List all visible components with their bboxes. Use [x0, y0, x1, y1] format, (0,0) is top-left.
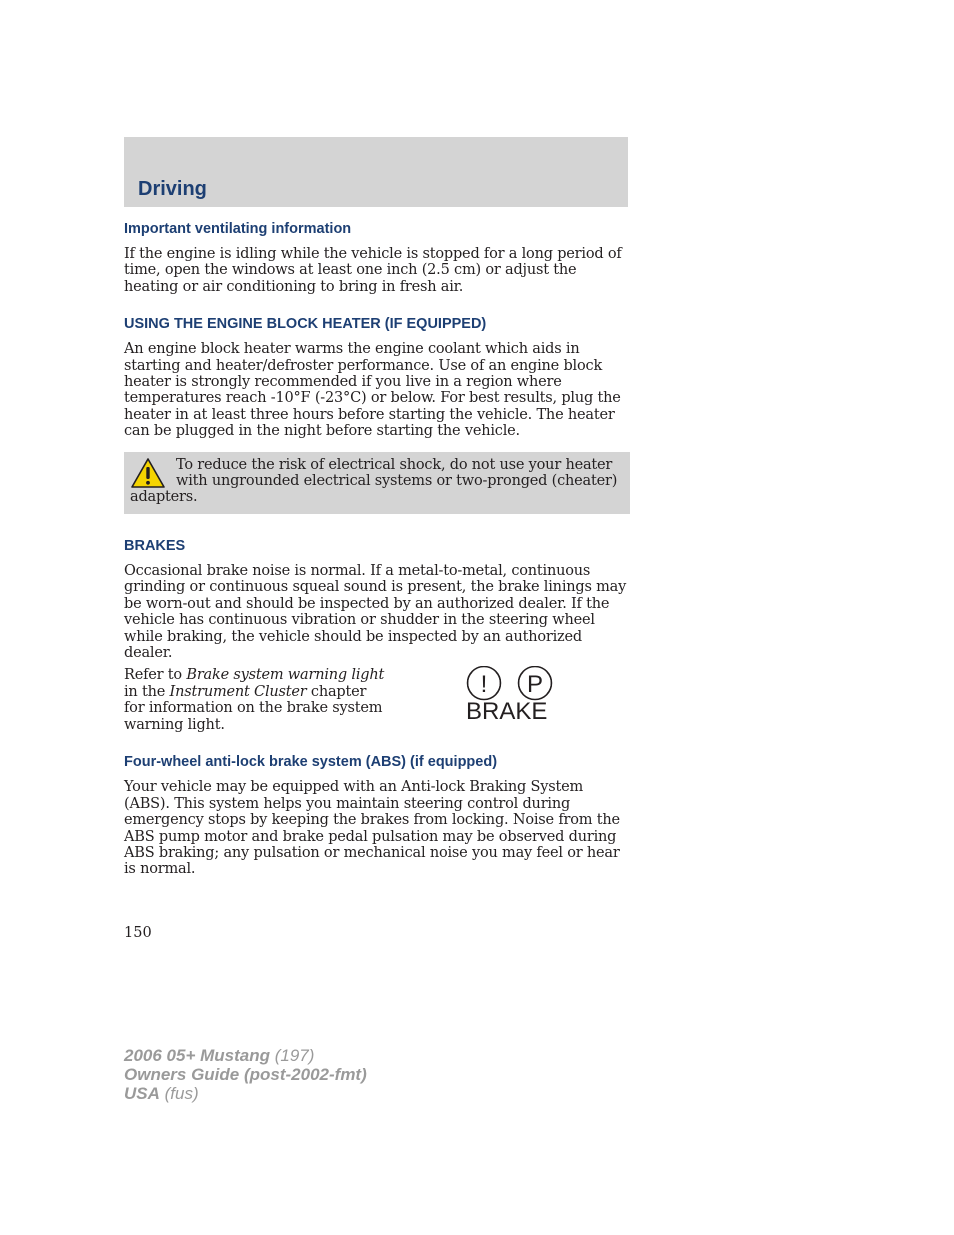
refer-middle: in the [124, 683, 170, 700]
brake-circles-icon [464, 666, 556, 702]
brake-warning-icon [464, 666, 556, 728]
refer-suffix: chapter for information on the brake system warning light. [124, 683, 383, 733]
brake-reference-row [124, 667, 630, 733]
brake-reference-text [124, 667, 386, 733]
footer-model: 2006 05+ Mustang [124, 1046, 270, 1065]
footer-line-2 [124, 1065, 367, 1084]
warning-text: To reduce the risk of electrical shock, do not use your heater with ungrounded electrical systems or two-pronged (cheater) adapters. [130, 456, 618, 506]
brakes-heading: BRAKES [124, 537, 186, 554]
section-title: Driving [138, 178, 207, 200]
brakes-body: Occasional brake noise is normal. If a metal-to-metal, continuous grinding or continuous squeal sound is present, the brake linings may be worn-out and should be inspected by an authorized dealer. If the vehicle has continuous vibration or shudder in the steering wheel while braking, the vehicle should be inspected by an authorized dealer. [124, 562, 627, 661]
document-footer [124, 1046, 367, 1103]
abs-heading: Four-wheel anti-lock brake system (ABS) (if equipped) [124, 754, 498, 771]
brake-label: BRAKE [466, 698, 548, 726]
footer-model-code: (197) [270, 1046, 315, 1065]
refer-link-warning-light: Brake system warning light [186, 667, 385, 684]
abs-section [124, 752, 630, 877]
refer-chapter-name: Instrument Cluster [169, 683, 307, 700]
abs-body: Your vehicle may be equipped with an Anti-lock Braking System (ABS). This system helps you maintain steering control during emergency stops by keeping the brakes from locking. Noise from the ABS pump motor and brake pedal pulsation may be observed during ABS braking; any pulsation or mechanical noise you may feel or hear is normal. [124, 779, 620, 878]
page-content [124, 219, 630, 878]
brake-p-glyph: P [526, 671, 544, 699]
footer-market: USA [124, 1084, 160, 1103]
warning-box [124, 452, 630, 514]
footer-market-code: (fus) [159, 1084, 199, 1103]
brakes-section [124, 536, 630, 733]
ventilating-heading: Important ventilating information [124, 221, 352, 237]
ventilating-section [124, 219, 630, 295]
page-number: 150 [124, 925, 152, 941]
section-header-band [124, 137, 628, 207]
brake-exclamation-glyph: ! [480, 671, 488, 699]
warning-triangle-icon [130, 457, 166, 489]
footer-line-1 [124, 1046, 367, 1065]
refer-prefix: Refer to [124, 667, 187, 684]
block-heater-heading: USING THE ENGINE BLOCK HEATER (IF EQUIPPED) [124, 316, 487, 333]
block-heater-body: An engine block heater warms the engine coolant which aids in starting and heater/defroster performance. Use of an engine block heater is strongly recommended if you live in a region where temperatures reach -10°F (-23°C) or below. For best results, plug the heater in at least three hours before starting the vehicle. The heater can be plugged in the night before starting the vehicle. [124, 341, 621, 440]
ventilating-body: If the engine is idling while the vehicle is stopped for a long period of time, open the windows at least one inch (2.5 cm) or adjust the heating or air conditioning to bring in fresh air. [124, 246, 622, 295]
footer-line-3 [124, 1084, 367, 1103]
footer-guide: Owners Guide (post-2002-fmt) [124, 1065, 367, 1084]
block-heater-section [124, 314, 630, 439]
